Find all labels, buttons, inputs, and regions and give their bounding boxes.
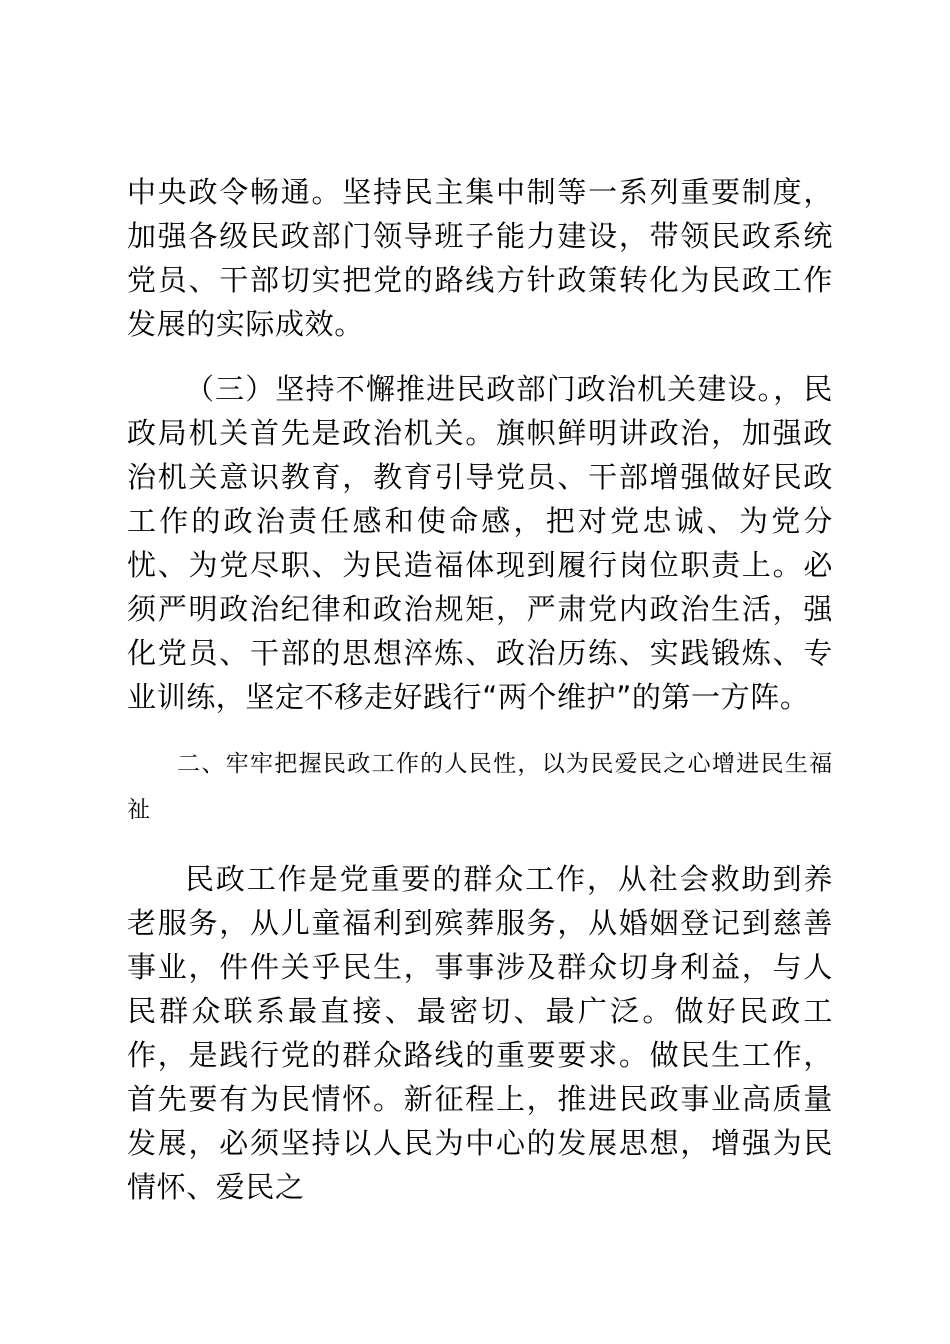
section-heading: 二、牢牢把握民政工作的人民性，以为民爱民之心增进民生福祉	[127, 751, 833, 823]
document-page	[127, 170, 833, 1209]
body-paragraph-3: 民政工作是党重要的群众工作，从社会救助到养老服务，从儿童福利到殡葬服务，从婚姻登记到慈善事业，件件关乎民生，事事涉及群众切身利益，与人民群众联系最直接、最密切、最广泛。做好民政工作，是践行党的群众路线的重要要求。做民生工作，首先要有为民情怀。新征程上，推进民政事业高质量发展，必须坚持以人民为中心的发展思想，增强为民情怀、爱民之	[127, 862, 833, 1204]
body-paragraph-1: 中央政令畅通。坚持民主集中制等一系列重要制度，加强各级民政部门领导班子能力建设，带领民政系统党员、干部切实把党的路线方针政策转化为民政工作发展的实际成效。	[127, 175, 833, 341]
body-paragraph-2: （三）坚持不懈推进民政部门政治机关建设。，民政局机关首先是政治机关。旗帜鲜明讲政治，加强政治机关意识教育，教育引导党员、干部增强做好民政工作的政治责任感和使命感，把对党忠诚、为党分忧、为党尽职、为民造福体现到履行岗位职责上。必须严明政治纪律和政治规矩，严肃党内政治生活，强化党员、干部的思想淬炼、政治历练、实践锻炼、专业训练，坚定不移走好践行“两个维护”的第一方阵。	[127, 372, 833, 714]
